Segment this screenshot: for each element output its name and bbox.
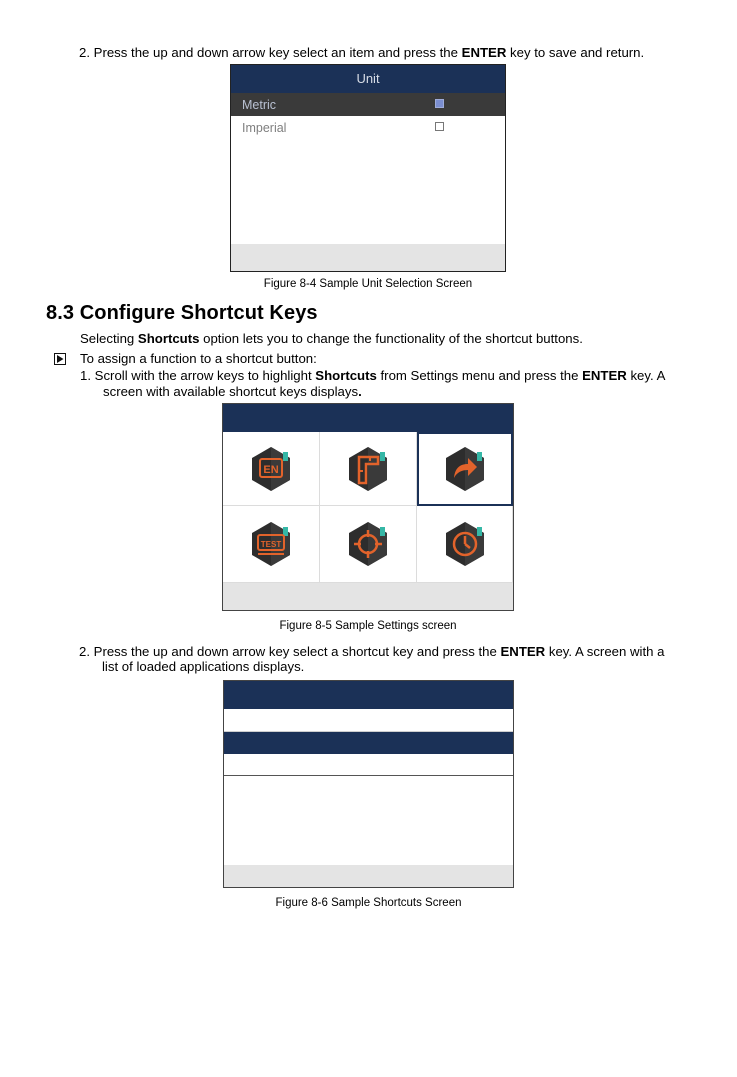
intro-bold: Shortcuts: [137, 331, 200, 346]
step2-unit-suffix: key to save and return.: [506, 45, 645, 60]
unit-selection-screen: [230, 64, 506, 272]
shortcut-cell-unit[interactable]: [320, 432, 417, 506]
unit-ruler-icon: [346, 445, 390, 493]
procedure-title: To assign a function to a shortcut button:: [80, 351, 317, 366]
figure-8-6-caption: Figure 8-6 Sample Shortcuts Screen: [275, 897, 462, 909]
step2-unit-text: [79, 44, 644, 61]
shortcuts-header: [224, 681, 513, 709]
target-crosshair-icon: [346, 520, 390, 568]
procedure-arrow-icon: [54, 353, 66, 365]
shortcut-cell-target[interactable]: [320, 506, 417, 583]
checkbox-unchecked-icon[interactable]: [435, 122, 444, 131]
step2-unit-prefix: 2. Press the up and down arrow key select an item and press the: [79, 45, 462, 60]
step2-shortcut-line2: list of loaded applications displays.: [102, 659, 305, 674]
section-heading: 8.3 Configure Shortcut Keys: [46, 302, 318, 324]
figure-8-4-caption: Figure 8-4 Sample Unit Selection Screen: [263, 278, 473, 290]
step1-suffix: key. A: [626, 368, 666, 383]
settings-screen-footer: [223, 583, 513, 610]
step2-short-prefix: 2. Press the up and down arrow key select a shortcut key and press the: [79, 644, 501, 659]
test-icon-text: TEST: [260, 540, 282, 549]
shortcuts-list-item[interactable]: [224, 709, 513, 732]
unit-screen-footer: [231, 244, 505, 271]
checkbox-checked-icon[interactable]: [435, 99, 444, 108]
shortcut-cell-clock[interactable]: [417, 506, 513, 583]
unit-option-label: Imperial: [242, 120, 287, 135]
step1-line2: [103, 383, 362, 400]
shortcut-cell-share[interactable]: [417, 432, 513, 506]
step1-mid: from Settings menu and press the: [376, 368, 583, 383]
section-intro: [80, 330, 583, 347]
unit-screen-title: Unit: [231, 65, 505, 93]
shortcut-icon-grid: [223, 432, 513, 583]
shortcut-cell-language[interactable]: [223, 432, 320, 506]
test-screen-icon: [249, 520, 293, 568]
step1-bold-enter: ENTER: [582, 368, 627, 383]
unit-option-imperial[interactable]: [231, 116, 505, 139]
clock-icon: [443, 520, 487, 568]
step2-unit-key: ENTER: [461, 45, 507, 60]
shortcut-keys-screen: [222, 403, 514, 611]
settings-screen-header: [223, 404, 513, 432]
step2-short-bold: ENTER: [500, 644, 546, 659]
shortcut-cell-test[interactable]: [223, 506, 320, 583]
share-arrow-icon: [443, 445, 487, 493]
unit-option-label: Metric: [242, 97, 277, 112]
shortcuts-list-screen: [223, 680, 514, 888]
unit-option-metric[interactable]: [231, 93, 505, 116]
step1-prefix: 1. Scroll with the arrow keys to highlight: [80, 368, 316, 383]
step1-line1: [80, 367, 697, 384]
intro-prefix: Selecting: [80, 331, 138, 346]
shortcuts-list-item[interactable]: [224, 754, 513, 776]
figure-8-5-caption: Figure 8-5 Sample Settings screen: [279, 620, 457, 632]
shortcuts-list-item-selected[interactable]: [224, 732, 513, 754]
step1-line2-end: .: [358, 384, 362, 399]
intro-suffix: option lets you to change the functionality of the shortcut buttons.: [199, 331, 583, 346]
step1-line2-text: screen with available shortcut keys displays: [103, 384, 359, 399]
en-icon-text: EN: [263, 463, 279, 476]
step1-bold-shortcuts: Shortcuts: [315, 368, 377, 383]
language-en-icon: [249, 445, 293, 493]
shortcuts-footer: [224, 865, 513, 887]
step2-short-suffix: key. A screen with a: [545, 644, 665, 659]
